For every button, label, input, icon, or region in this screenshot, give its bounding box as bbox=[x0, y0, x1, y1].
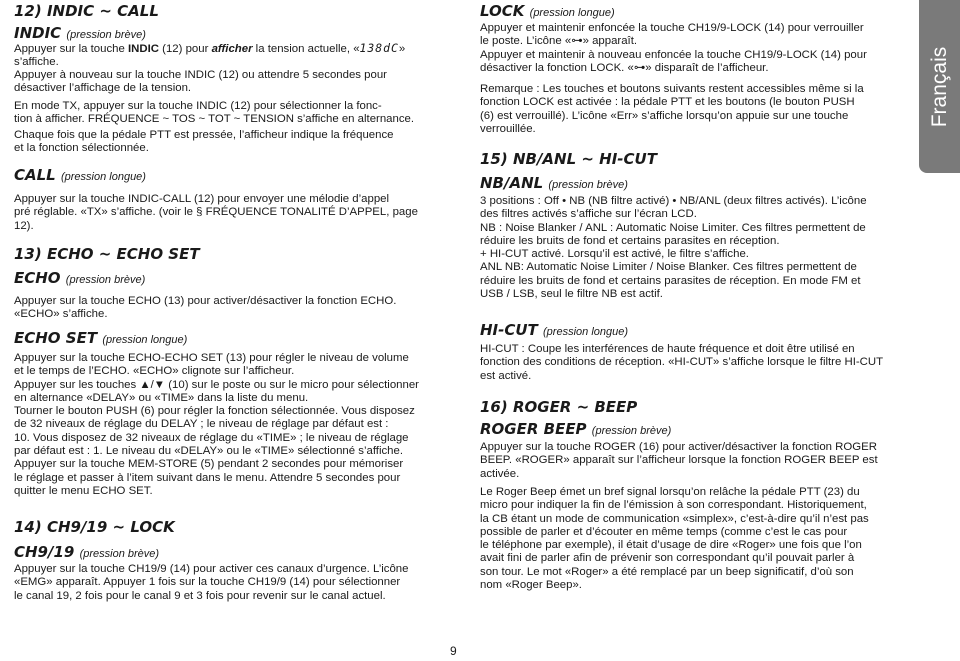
text: Appuyer sur la touche CH19/9 (14) pour activer ces canaux d’urgence. L’icône bbox=[14, 563, 409, 575]
text: désactiver l’affichage de la tension. bbox=[14, 82, 192, 95]
text: avait fini de parler afin de prévenir son correspondant qu’il pouvait parler à bbox=[480, 552, 855, 565]
text: «EMG» apparaît. Appuyer 1 fois sur la touche CH19/9 (14) pour sélectionner bbox=[14, 576, 401, 589]
nb-anl-heading bbox=[480, 174, 628, 192]
text: En mode TX, appuyer sur la touche INDIC (12) pour sélectionner la fonc- bbox=[14, 100, 382, 112]
lock-remark bbox=[480, 83, 864, 136]
text: de 32 niveaux de réglage du DELAY ; le niveau de réglage par défaut est : bbox=[14, 418, 389, 431]
text: fonction LOCK est activée : la pédale PTT et les boutons (le bouton PUSH bbox=[480, 96, 855, 109]
language-tab bbox=[919, 0, 960, 173]
language-tab-label-wrap bbox=[919, 0, 960, 173]
text: Appuyer sur la touche ECHO-ECHO SET (13) pour régler le niveau de volume bbox=[14, 352, 409, 364]
text: le réglage et passer à l’item suivant dans le menu. Attendre 5 secondes pour bbox=[14, 471, 401, 484]
page-number: 9 bbox=[450, 644, 457, 658]
section-13-title: 13) ECHO ~ ECHO SET bbox=[14, 245, 200, 263]
call-heading bbox=[14, 166, 146, 184]
text: Appuyer sur la touche ROGER (16) pour activer/désactiver la fonction ROGER bbox=[480, 441, 877, 453]
indic-paragraph-1 bbox=[14, 42, 405, 70]
text: en alternance «DELAY» ou «TIME» dans la liste du menu. bbox=[14, 391, 309, 404]
text: + HI-CUT activé. Lorsqu’il est activé, le filtre s’affiche. bbox=[480, 248, 749, 261]
text: la CB étant un mode de communication «simplex», c’est-à-dire qu’il n’est pas bbox=[480, 512, 869, 525]
ch919-heading bbox=[14, 543, 159, 561]
section-12-title: 12) INDIC ~ CALL bbox=[14, 2, 159, 20]
text: USB / LSB, seul le filtre NB est actif. bbox=[480, 288, 663, 301]
roger-beep-paragraph-2 bbox=[480, 486, 869, 592]
call-title: CALL bbox=[14, 166, 56, 184]
text: réduire les bruits de fond et certains parasites en réception. bbox=[480, 234, 780, 247]
text: possible de parler et d’écouter en même temps (comme c’est le cas pour bbox=[480, 525, 848, 538]
indic-paragraph-4 bbox=[14, 129, 394, 156]
lock-paragraph-1 bbox=[480, 22, 867, 75]
text: Appuyer sur les touches ▲/▼ (10) sur le poste ou sur le micro pour sélectionner bbox=[14, 378, 419, 391]
text: et le temps de l’ECHO. «ECHO» clignote sur l’afficheur. bbox=[14, 365, 295, 378]
text: 10. Vous disposez de 32 niveaux de réglage du «TIME» ; le niveau de réglage bbox=[14, 431, 409, 444]
text: des filtres activés s’affiche sur l’écran LCD. bbox=[480, 208, 697, 221]
ch919-paragraph bbox=[14, 563, 408, 603]
text: » bbox=[398, 43, 406, 55]
text: le poste. L’icône «⊶» apparaît. bbox=[480, 35, 638, 48]
echo-set-note: (pression longue) bbox=[102, 334, 188, 346]
section-14-title: 14) CH9/19 ~ LOCK bbox=[14, 518, 175, 536]
text: le canal 19, 2 fois pour le canal 9 et 3 fois pour revenir sur le canal actuel. bbox=[14, 589, 386, 602]
lock-title: LOCK bbox=[480, 2, 525, 20]
text: Appuyer sur la touche MEM-STORE (5) pendant 2 secondes pour mémoriser bbox=[14, 458, 404, 471]
hi-cut-note: (pression longue) bbox=[543, 326, 629, 338]
nb-anl-note: (pression brève) bbox=[548, 179, 628, 191]
indic-paragraph-2 bbox=[14, 69, 387, 96]
text: Appuyer sur la touche INDIC-CALL (12) pour envoyer une mélodie d’appel bbox=[14, 193, 390, 205]
text: s’affiche. bbox=[14, 56, 59, 69]
text: (12) pour bbox=[159, 43, 212, 55]
text: Appuyer et maintenir à nouveau enfoncée la touche CH19/9-LOCK (14) pour bbox=[480, 48, 867, 61]
hi-cut-title: HI-CUT bbox=[480, 321, 538, 339]
text: 12). bbox=[14, 219, 34, 232]
text: la tension actuelle, « bbox=[252, 43, 360, 55]
roger-beep-note: (pression brève) bbox=[591, 425, 672, 437]
text: verrouillée. bbox=[480, 122, 536, 135]
lcd-voltage-display: 138dC bbox=[359, 41, 399, 55]
text: micro pour indiquer la fin de l’émission à son correspondant. Historiquement, bbox=[480, 499, 867, 512]
text: ANL NB: Automatic Noise Limiter / Noise Blanker. Ces filtres permettent de bbox=[480, 261, 857, 274]
indic-note: (pression brève) bbox=[66, 29, 146, 41]
text: HI-CUT : Coupe les interférences de haute fréquence et doit être utilisé en bbox=[480, 343, 855, 355]
language-tab-label: Français bbox=[927, 46, 951, 127]
text: tion à afficher. FRÉQUENCE ~ TOS ~ TOT ~ TENSION s’affiche en alternance. bbox=[14, 113, 415, 126]
text: Tourner le bouton PUSH (6) pour régler la fonction sélectionnée. Vous disposez bbox=[14, 405, 415, 418]
text: Le Roger Beep émet un bref signal lorsqu’on relâche la pédale PTT (23) du bbox=[480, 486, 860, 498]
roger-beep-heading bbox=[480, 420, 671, 438]
nb-anl-title: NB/ANL bbox=[480, 174, 544, 192]
echo-title: ECHO bbox=[14, 269, 61, 287]
text: est activé. bbox=[480, 369, 532, 382]
roger-beep-title: ROGER BEEP bbox=[480, 420, 587, 438]
roger-beep-paragraph-1 bbox=[480, 441, 878, 481]
text: pré réglable. «TX» s’affiche. (voir le § FRÉQUENCE TONALITÉ D’APPEL, page bbox=[14, 206, 418, 219]
text: Appuyer sur la touche ECHO (13) pour activer/désactiver la fonction ECHO. bbox=[14, 295, 397, 307]
echo-set-heading bbox=[14, 329, 187, 347]
nb-anl-paragraph bbox=[480, 195, 867, 301]
text: et la fonction sélectionnée. bbox=[14, 142, 149, 155]
text: 3 positions : Off • NB (NB filtre activé) • NB/ANL (deux filtres activés). L’icône bbox=[480, 195, 867, 207]
echo-set-title: ECHO SET bbox=[14, 329, 98, 347]
text: INDIC bbox=[127, 43, 159, 55]
text: BEEP. «ROGER» apparaît sur l’afficheur lorsque la fonction ROGER BEEP est bbox=[480, 454, 878, 467]
indic-heading bbox=[14, 24, 146, 42]
hi-cut-paragraph bbox=[480, 343, 883, 383]
echo-heading bbox=[14, 269, 145, 287]
text: NB : Noise Blanker / ANL : Automatic Noise Limiter. Ces filtres permettent de bbox=[480, 221, 866, 234]
ch919-note: (pression brève) bbox=[79, 548, 160, 560]
text: fonction des conditions de réception. «HI-CUT» s’affiche lorsque le filtre HI-CUT bbox=[480, 356, 884, 369]
text: activée. bbox=[480, 467, 520, 480]
text: réduire les bruits de fond et certains parasites de réception. En mode FM et bbox=[480, 274, 861, 287]
text: Appuyer sur la touche bbox=[14, 43, 128, 55]
text: Chaque fois que la pédale PTT est pressée, l’afficheur indique la fréquence bbox=[14, 129, 394, 141]
call-paragraph bbox=[14, 193, 418, 233]
lock-heading bbox=[480, 2, 615, 20]
echo-set-paragraph bbox=[14, 352, 419, 498]
echo-note: (pression brève) bbox=[65, 274, 146, 286]
text: afficher bbox=[211, 43, 253, 55]
indic-title: INDIC bbox=[14, 24, 62, 42]
section-15-title: 15) NB/ANL ~ HI-CUT bbox=[480, 150, 657, 168]
text: Remarque : Les touches et boutons suivants restent accessibles même si la bbox=[480, 83, 864, 95]
text: quitter le menu ECHO SET. bbox=[14, 484, 153, 497]
text: «ECHO» s’affiche. bbox=[14, 308, 108, 321]
call-note: (pression longue) bbox=[60, 171, 146, 183]
text: le téléphone par exemple), il était d’usage de dire «Roger» une fois que l’on bbox=[480, 539, 862, 552]
text: Appuyer à nouveau sur la touche INDIC (12) ou attendre 5 secondes pour bbox=[14, 69, 387, 81]
text: désactiver la fonction LOCK. «⊶» disparaît de l’afficheur. bbox=[480, 61, 769, 74]
text: nom «Roger Beep». bbox=[480, 579, 582, 592]
text: par défaut est : 1. Le niveau du «DELAY» ou le «TIME» sélectionné s’affiche. bbox=[14, 445, 403, 458]
echo-paragraph bbox=[14, 295, 396, 322]
section-16-title: 16) ROGER ~ BEEP bbox=[480, 398, 638, 416]
lock-note: (pression longue) bbox=[529, 7, 615, 19]
text: son tour. Le mot «Roger» a été remplacé par un beep significatif, d’où son bbox=[480, 565, 854, 578]
text: Appuyer et maintenir enfoncée la touche CH19/9-LOCK (14) pour verrouiller bbox=[480, 22, 864, 34]
ch919-title: CH9/19 bbox=[14, 543, 75, 561]
hi-cut-heading bbox=[480, 321, 628, 339]
indic-paragraph-3 bbox=[14, 100, 414, 127]
text: (6) est verrouillé). L’icône «Err» s’affiche lorsqu’on appuie sur une touche bbox=[480, 109, 849, 122]
